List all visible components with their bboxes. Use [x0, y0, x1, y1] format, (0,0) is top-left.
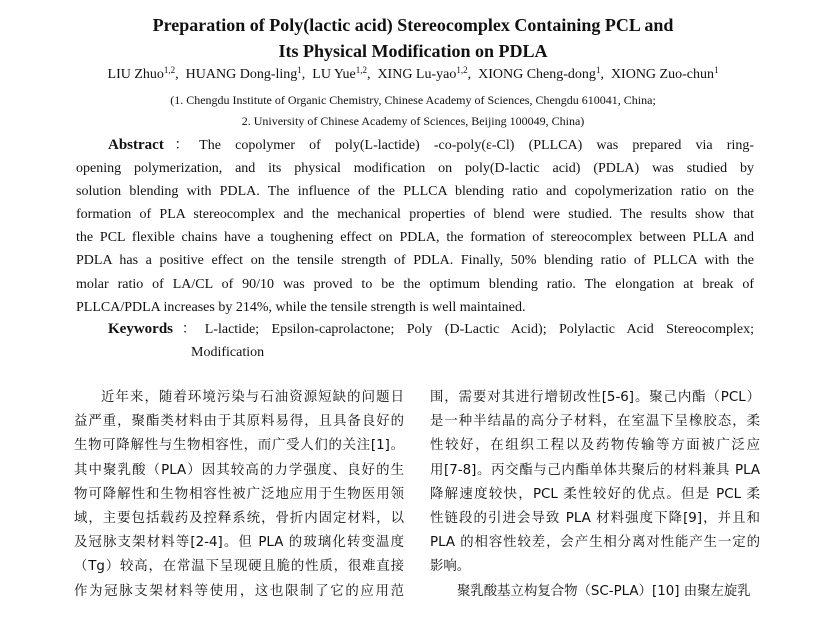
author-name: XING Lu-yao	[377, 67, 457, 82]
abstract-label-separator: ：	[163, 138, 200, 153]
abstract-line: the PCL flexible chains have a toughening effect on PDLA, the formation of stereocomplex between PLLA and	[76, 230, 754, 246]
abstract-line	[76, 134, 754, 157]
abstract-line: PDLA has a positive effect on the tensile strength of PDLA. Finally, 50% blending ratio of PLLCA with the	[76, 253, 754, 269]
author-list: LIU Zhuo$^{1,2}$, HUANG Dong-ling$^1$, LU Yue$^{1,2}$, XING Lu-yao$^{1,2}$, XIONG Cheng-dong$^1$, XIONG Zuo-chun$^1$	[107, 65, 719, 82]
abstract-line: formation of PLA stereocomplex and the mechanical properties of blend were studied. The results show that	[76, 207, 754, 223]
author-name: HUANG Dong-ling	[185, 67, 298, 82]
abstract-line: molar ratio of LA/CL of 90/10 was proved to be the optimum blending ratio. The elongation at break of	[76, 276, 754, 292]
affiliation-line-1: (1. Chengdu Institute of Organic Chemistry, Chinese Academy of Sciences, Chengdu 610041, China;	[170, 93, 656, 107]
body-line: （Tg）较高，在常温下呈现硬且脆的性质，很难直接	[74, 559, 404, 575]
body-line: 降解速度较快，PCL 柔性较好的优点。但是 PCL 柔	[430, 486, 760, 502]
body-line: 域，主要包括载药及控释系统，骨折内固定材料，以	[74, 510, 404, 526]
abstract-block	[76, 134, 754, 319]
author-name: XIONG Cheng-dong	[478, 67, 596, 82]
author-affiliation-mark: 1,2	[355, 65, 367, 75]
author-affiliation-mark: 1,2	[163, 65, 176, 75]
body-line: 物可降解性和生物相容性被广泛地应用于生物医用领	[74, 486, 404, 502]
author-name: LIU Zhuo	[107, 67, 164, 82]
keywords-text: L-lactide; Epsilon-caprolactone; Poly (D-Lactic Acid); Polylactic Acid Stereocomplex;	[204, 322, 754, 337]
keywords-label: Keywords	[108, 321, 173, 337]
abstract-line: opening polymerization, and its physical modification on poly(D-lactic acid) (PDLA) was studied by	[76, 161, 754, 177]
body-line: 性链段的引进会导致 PLA 材料强度下降[9]，并且和	[430, 510, 760, 526]
body-line: 影响。	[430, 559, 471, 575]
abstract-text: The copolymer of poly(L-lactide) -co-poly(ε-Cl) (PLLCA) was prepared via ring-	[199, 138, 754, 153]
author-affiliation-mark: 1	[297, 65, 302, 75]
author-affiliation-mark: 1,2	[456, 65, 468, 75]
keywords-block	[108, 318, 754, 364]
body-line: 聚乳酸基立构复合物（SC-PLA）[10] 由聚左旋乳	[457, 583, 751, 599]
body-line: 及冠脉支架材料等[2-4]。但 PLA 的玻璃化转变温度	[74, 535, 404, 551]
author-affiliation-mark: 1	[713, 65, 719, 75]
body-line: 用[7-8]。丙交酯与己内酯单体共聚后的材料兼具 PLA	[430, 462, 760, 478]
body-line: 其中聚乳酸（PLA）因其较高的力学强度、良好的生	[74, 462, 404, 478]
body-line: PLA 的相容性较差，会产生相分离对性能产生一定的	[430, 535, 760, 551]
body-column-left	[74, 386, 404, 604]
author-name: LU Yue	[312, 67, 356, 82]
keywords-label-separator: ：	[173, 322, 205, 337]
body-line: 作为冠脉支架材料等使用，这也限制了它的应用范	[74, 583, 404, 599]
body-line: 性较好，在组织工程以及药物传输等方面被广泛应	[430, 438, 760, 454]
body-line: 生物可降解性与生物相容性，而广受人们的关注[1]。	[74, 438, 404, 454]
paper-title-line-1: Preparation of Poly(lactic acid) Stereocomplex Containing PCL and	[152, 15, 674, 35]
body-line: 益严重，聚酯类材料由于其原料易得，且具备良好的	[74, 414, 404, 430]
author-affiliation-mark: 1	[595, 65, 601, 75]
abstract-line: solution blending with PDLA. The influence of the PLLCA blending ratio and copolymerization ratio on the	[76, 184, 754, 200]
abstract-line: PLLCA/PDLA increases by 214%, while the tensile strength is well maintained.	[76, 299, 526, 315]
abstract-label: Abstract	[108, 137, 164, 153]
author-name: XIONG Zuo-chun	[610, 67, 714, 82]
body-line: 是一种半结晶的高分子材料，在室温下呈橡胶态，柔	[430, 414, 760, 430]
body-line: 近年来，随着环境污染与石油资源短缺的问题日	[101, 390, 404, 405]
body-line: 围，需要对其进行增韧改性[5-6]。聚己内酯（PCL）	[430, 390, 760, 405]
paper-title-line-2: Its Physical Modification on PDLA	[278, 41, 548, 61]
keywords-line: Modification	[191, 345, 265, 360]
affiliation-line-2: 2. University of Chinese Academy of Sciences, Beijing 100049, China)	[241, 114, 585, 128]
keywords-line	[108, 318, 754, 341]
body-column-right	[430, 386, 760, 604]
